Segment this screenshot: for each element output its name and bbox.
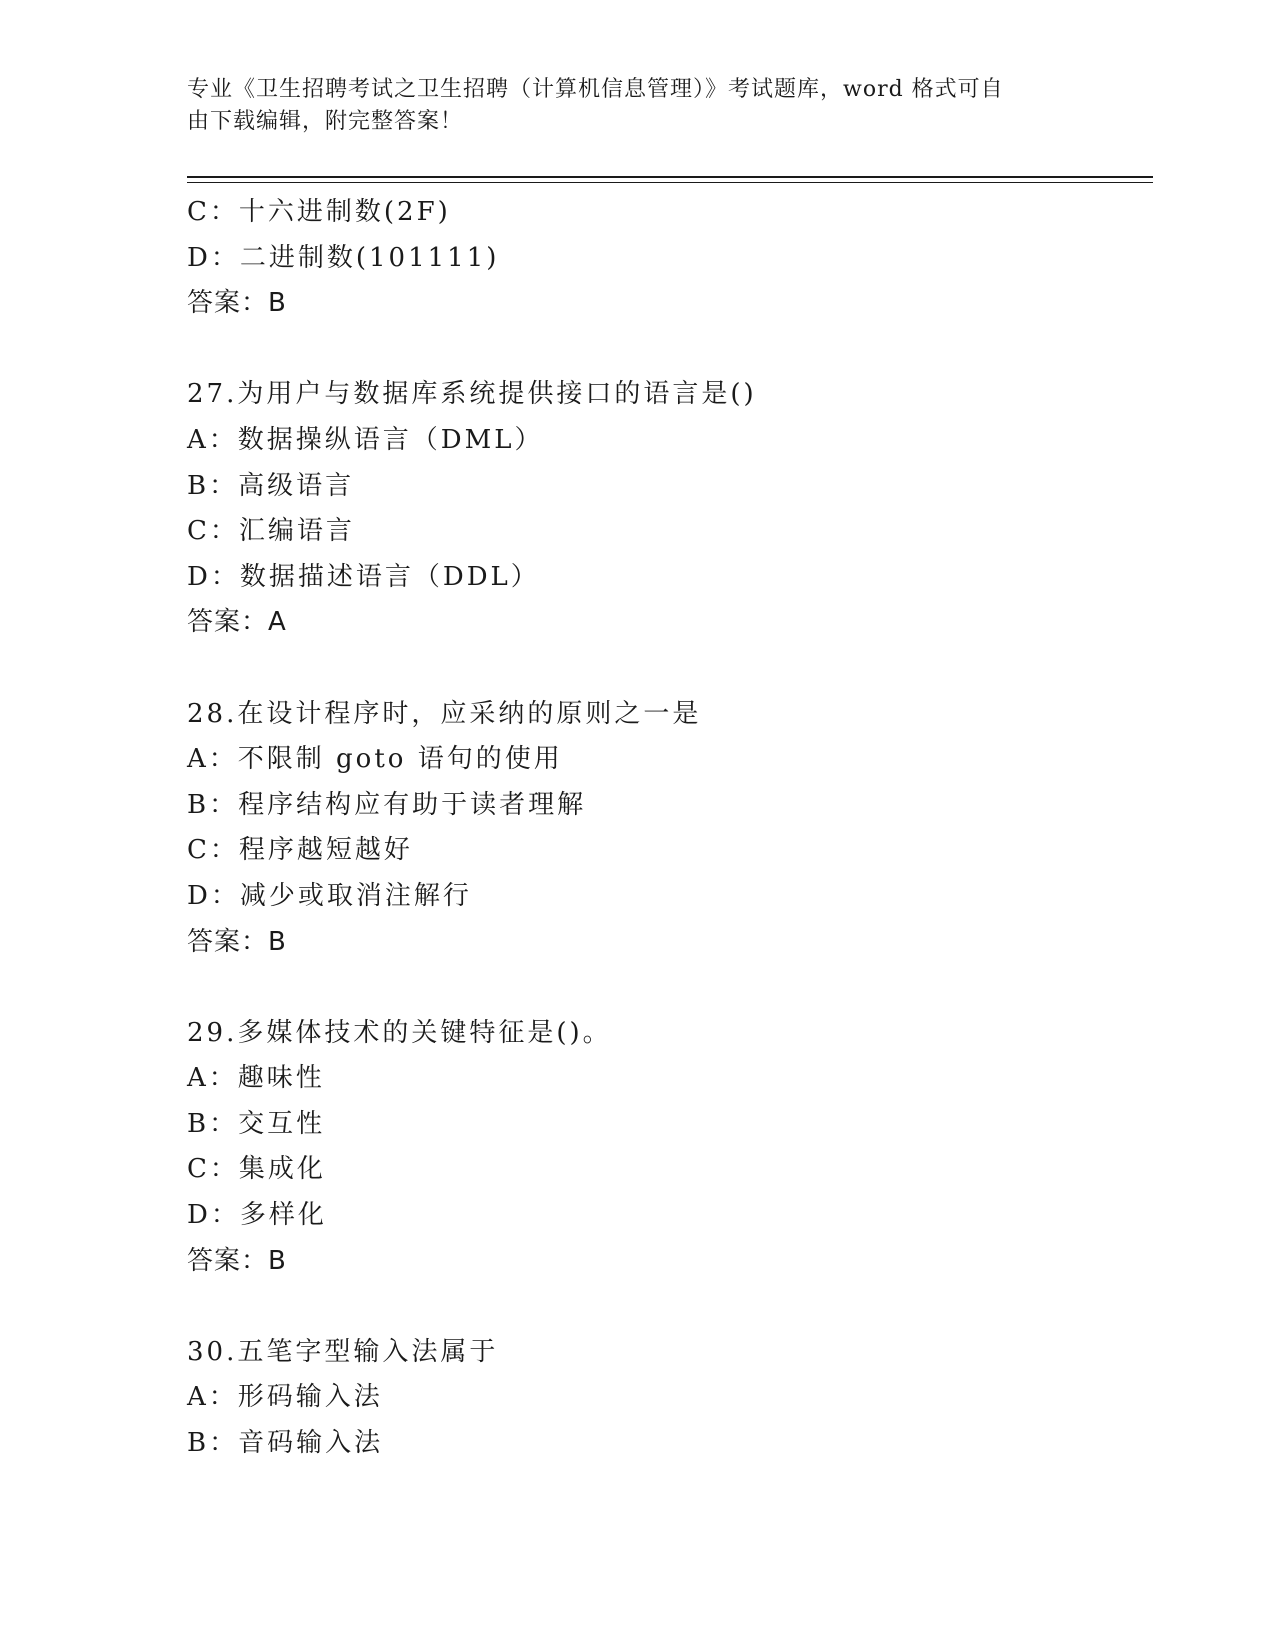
option-d: D：多样化 xyxy=(187,1200,327,1231)
question-block-30 xyxy=(187,1330,1147,1467)
option-b: B：音码输入法 xyxy=(187,1428,384,1459)
option-d: D：二进制数(101111) xyxy=(187,242,500,273)
option-a: A：数据操纵语言（DML） xyxy=(187,424,544,455)
question-block-29 xyxy=(187,1011,1147,1285)
header-divider-thin xyxy=(187,182,1153,183)
spacer xyxy=(187,327,1147,373)
option-b: B：交互性 xyxy=(187,1108,326,1139)
spacer xyxy=(187,965,1147,1011)
question-list xyxy=(187,190,1147,1467)
option-c: C：十六进制数(2F) xyxy=(187,197,451,227)
header-line-1: 专业《卫生招聘考试之卫生招聘（计算机信息管理）》考试题库，word 格式可自 xyxy=(187,77,1004,102)
header-line-2: 由下载编辑，附完整答案！ xyxy=(187,109,464,134)
spacer xyxy=(187,646,1147,692)
option-b: B：高级语言 xyxy=(187,470,355,501)
answer-text: 答案：B xyxy=(187,926,287,957)
option-a: A：形码输入法 xyxy=(187,1382,383,1413)
option-c: C：汇编语言 xyxy=(187,516,355,547)
option-a: A：趣味性 xyxy=(187,1063,325,1094)
answer-text: 答案：B xyxy=(187,288,287,319)
question-block-26 xyxy=(187,190,1147,327)
question-block-27 xyxy=(187,372,1147,646)
option-d: D：数据描述语言（DDL） xyxy=(187,561,540,592)
question-block-28 xyxy=(187,692,1147,966)
question-text: 28.在设计程序时，应采纳的原则之一是 xyxy=(187,698,702,729)
header-divider-thick xyxy=(187,176,1153,178)
question-text: 27.为用户与数据库系统提供接口的语言是() xyxy=(187,379,757,410)
answer-text: 答案：A xyxy=(187,607,287,638)
question-text: 29.多媒体技术的关键特征是()。 xyxy=(187,1017,612,1048)
document-header xyxy=(187,74,1067,138)
option-c: C：程序越短越好 xyxy=(187,835,413,866)
option-c: C：集成化 xyxy=(187,1154,326,1185)
spacer xyxy=(187,1284,1147,1330)
option-b: B：程序结构应有助于读者理解 xyxy=(187,789,587,820)
option-d: D：减少或取消注解行 xyxy=(187,880,472,911)
question-text: 30.五笔字型输入法属于 xyxy=(187,1336,499,1367)
answer-text: 答案：B xyxy=(187,1245,287,1276)
option-a: A：不限制 goto 语句的使用 xyxy=(187,744,563,775)
